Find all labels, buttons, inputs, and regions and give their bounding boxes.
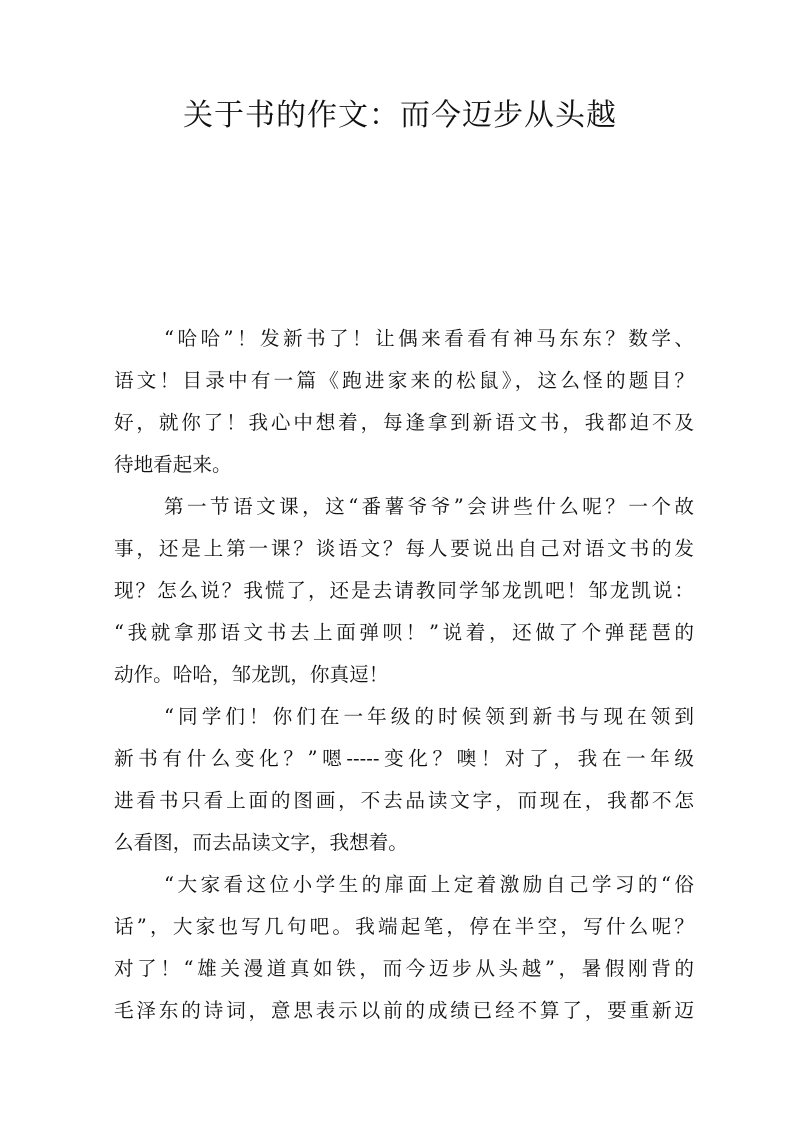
text-line: 毛泽东的诗词，意思表示以前的成绩已经不算了，要重新迈 xyxy=(114,999,694,1022)
text-line: 语文！目录中有一篇《跑进家来的松鼠》，这么怪的题目？ xyxy=(114,369,694,392)
text-line: 么看图，而去品读文字，我想着。 xyxy=(114,831,408,854)
text-line: 新书有什么变化？”嗯-----变化？噢！对了，我在一年级 xyxy=(114,747,694,770)
text-line: “我就拿那语文书去上面弹呗！”说着，还做了个弹琵琶的 xyxy=(114,621,694,644)
text-line: 第一节语文课，这“番薯爷爷”会讲些什么呢？一个故 xyxy=(164,495,694,518)
text-line: 话”，大家也写几句吧。我端起笔，停在半空，写什么呢？ xyxy=(114,915,694,938)
text-line: “哈哈”！发新书了！让偶来看看有神马东东？数学、 xyxy=(164,327,694,350)
text-line: 动作。哈哈，邹龙凯，你真逗！ xyxy=(114,663,389,686)
text-line: “同学们！你们在一年级的时候领到新书与现在领到 xyxy=(164,705,694,728)
text-line: 对了！“雄关漫道真如铁，而今迈步从头越”，暑假刚背的 xyxy=(114,957,694,980)
text-line: 事，还是上第一课？谈语文？每人要说出自己对语文书的发 xyxy=(114,537,694,560)
text-line: 进看书只看上面的图画，不去品读文字，而现在，我都不怎 xyxy=(114,789,694,812)
document-title: 关于书的作文：而今迈步从头越 xyxy=(183,98,617,133)
text-line: 好，就你了！我心中想着，每逢拿到新语文书，我都迫不及 xyxy=(114,411,694,434)
document-body xyxy=(114,318,694,1032)
text-line: 待地看起来。 xyxy=(114,453,232,476)
text-line: 现？怎么说？我慌了，还是去请教同学邹龙凯吧！邹龙凯说： xyxy=(114,579,694,602)
text-line: “大家看这位小学生的扉面上定着激励自己学习的“俗 xyxy=(164,873,694,896)
